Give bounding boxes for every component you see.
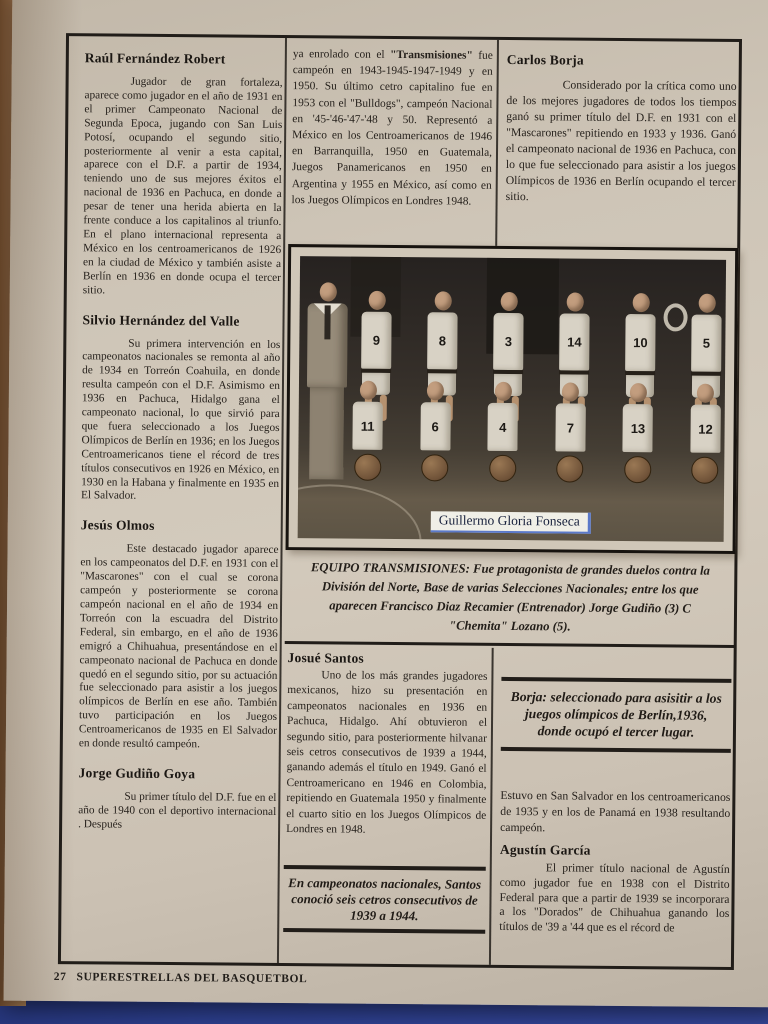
basketball-icon xyxy=(354,454,381,481)
right-column-borja-section xyxy=(505,52,736,221)
section-heading: Agustín García xyxy=(499,841,591,858)
basketball-icon xyxy=(421,454,448,481)
section-heading: Josué Santos xyxy=(287,650,364,666)
publication-title: SUPERESTRELLAS DEL BASQUETBOL xyxy=(76,971,308,986)
jersey-number: 8 xyxy=(438,333,447,349)
player-head xyxy=(630,383,647,402)
borja-continuation: Estuvo en San Salvador en los centroamericanos de 1935 y en los de Panamá en 1938 resultando campeón. xyxy=(500,788,731,835)
coach-head xyxy=(319,282,336,301)
player-jersey xyxy=(690,405,720,453)
player-jersey xyxy=(623,404,653,452)
jersey-number: 10 xyxy=(633,335,648,351)
section-heading: Carlos Borja xyxy=(506,51,584,68)
section-body: Su primer título del D.F. fue en el año de 1940 con el deportivo internacional . Después xyxy=(78,790,277,831)
photo-name-label: Guillermo Gloria Fonseca xyxy=(431,511,591,533)
borja-pull-quote: Borja: seleccionado para asisitir a los juegos olímpicos de Berlín,1936, donde ocupó el tercer lugar. xyxy=(501,677,732,753)
basketball-icon xyxy=(624,456,651,483)
player-head xyxy=(562,382,579,401)
player-head xyxy=(632,293,649,312)
section-heading: Raúl Fernández Robert xyxy=(84,50,226,67)
continuation-text: fue campeón en 1943-1945-1947-1949 y en 1950. Su último cetro capitalino fue en 1953 con el "Bulldogs", campeón Nacional en '45-'46-'47-'48 y 50. Representó a México en los Centroamericanos de 1946 en Barranquilla, 1950 en Guatemala, Juegos Panamericanos en 1950 en Argentina y 1955 en México, así como en los Juegos Olímpicos en Londres 1948. xyxy=(291,49,493,208)
jersey-number: 9 xyxy=(372,332,381,348)
coach-figure xyxy=(306,282,348,479)
page-border-frame xyxy=(58,33,742,970)
player-figure xyxy=(623,383,654,483)
player-jersey xyxy=(420,402,450,450)
agustin-garcia-section xyxy=(499,842,730,937)
player-jersey xyxy=(555,403,585,451)
column-divider xyxy=(495,40,498,248)
front-row-players xyxy=(352,381,721,484)
column-divider xyxy=(489,648,493,965)
player-jersey xyxy=(427,312,457,369)
jersey-number: 12 xyxy=(698,421,713,437)
player-jersey xyxy=(352,402,382,450)
player-jersey xyxy=(559,313,589,370)
player-head xyxy=(368,291,385,310)
santos-pull-quote: En campeonatos nacionales, Santos conoció seis cetros consecutivos de 1939 a 1944. xyxy=(283,865,486,934)
section-body: Este destacado jugador aparece en los campeonatos del D.F. en 1931 con el "Mascarones" con el cual se corona campeón y posteriormente se corona campeón nacional en el año de 1934 en Torreón con la escuadra del Distrito Federal, sin embargo, en el año de 1936 emigró a Chihuahua, presentándose en el campeonato nacional de Pachuca en donde quedó en el segundo sitio, por su actuación fue seleccionado para asistir a los juegos olímpicos de Berlín en ese año. También tuvo participación en los Juegos Centroamericanos de 1935 en El Salvador en donde resultó campeón. xyxy=(78,543,279,751)
section-heading: Silvio Hernández del Valle xyxy=(82,311,240,329)
player-figure xyxy=(352,381,383,481)
player-figure xyxy=(420,381,451,481)
player-jersey xyxy=(493,313,523,370)
jersey-number: 4 xyxy=(499,419,507,435)
section-body: Jugador de gran fortaleza, aparece como jugador en el año de 1931 en el primer Campeonato Nacional de Segunda Epoca, jugando con San Luis Potosí, ocupando el segundo sitio, posteriormente al venir a esta capital, aparece con el D.F. a partir de 1934, teniendo uno de sus mejores éxitos el nacional de 1936 en Pachuca, en donde a pesar de tener una herida abierta en la frente conduce a los capitalinos al triunfo. En el plano internacional representa a México en los centroamericanos de 1926 en la ciudad de México y también asiste a Berlín en 1936 en donde ocupa el tercer sitio. xyxy=(82,75,283,297)
court-line xyxy=(298,484,422,542)
player-figure xyxy=(487,382,518,482)
team-photo xyxy=(298,256,726,542)
team-name-bold: "Transmisiones" xyxy=(390,48,473,62)
player-head xyxy=(566,292,583,311)
section-body: Su primera intervención en los campeonatos nacionales se remonta al año de 1934 en Torreón Coahuila, en donde resulta campeón con el D.F. Asimismo en 1936 en Pachuca, Hidalgo gana el campeonato nacional, lo que sirvió para que fuera seleccionado a los Juegos Olímpicos de Berlín en 1936; en los Juegos Centroamericanos tiene el récord de tres títulos consecutivos en 1926 en México, en 1930 en la Habana y finalmente en 1935 en El Salvador. xyxy=(80,337,281,503)
player-head xyxy=(495,382,512,401)
josue-santos-section xyxy=(286,650,488,839)
page-number: 27 xyxy=(53,971,67,984)
section-heading: Jesús Olmos xyxy=(80,517,155,534)
basketball-icon xyxy=(556,455,583,482)
necktie xyxy=(324,305,330,339)
team-photo-box xyxy=(286,244,739,554)
magazine-page xyxy=(4,0,768,1007)
player-jersey xyxy=(361,312,391,369)
jersey-number: 11 xyxy=(360,418,375,434)
caption-divider xyxy=(285,641,735,647)
page-footer xyxy=(54,971,308,985)
player-head xyxy=(697,384,714,403)
jersey-number: 6 xyxy=(431,418,439,434)
left-column xyxy=(78,50,283,847)
player-figure xyxy=(555,382,586,482)
player-head xyxy=(359,381,376,400)
player-figure xyxy=(690,384,721,484)
section-body: Considerado por la crítica como uno de los mejores jugadores de todos los tiempos ganó su primer título del D.F. en 1931 con el "Mascarones" repitiendo en 1933 y 1936. Ganó el campeonato nacional de 1936 en Pachuca, con lo que fue seleccionado para asistir a los juegos Olímpicos de 1936 en Berlín ocupando el tercer sitio. xyxy=(505,78,737,204)
jersey-number: 13 xyxy=(630,420,646,436)
player-head xyxy=(427,381,444,400)
coach-suit xyxy=(307,303,348,387)
jersey-number: 3 xyxy=(504,333,513,350)
player-head xyxy=(500,292,517,311)
section-body: El primer título nacional de Agustín como jugador fue en 1938 con el Distrito Federal para que a partir de 1939 se incorporara a los "Dorados" de Chihuahua ganando los títulos de '39 a '44 que es el récord de xyxy=(499,861,730,935)
player-jersey xyxy=(691,315,721,372)
coach-trousers xyxy=(309,387,344,479)
photo-caption: EQUIPO TRANSMISIONES: Fue protagonista de grandes duelos contra la División del Norte, Base de varias Selecciones Nacionales; entre los que aparecen Francisco Diaz Recamier (Entrenador) Jorge Gudiño (3) C "Chemita" Lozano (5). xyxy=(310,560,710,634)
basketball-icon xyxy=(692,457,719,484)
continuation-text: ya enrolado con el xyxy=(292,48,391,61)
jersey-number: 7 xyxy=(566,419,575,436)
player-jersey xyxy=(488,403,518,451)
jersey-number: 5 xyxy=(702,335,711,351)
player-head xyxy=(434,291,451,310)
section-heading: Jorge Gudiño Goya xyxy=(78,765,196,782)
section-body: Uno de los más grandes jugadores mexicanos, hizo su presentación en campeonatos nacionales en 1936 en Pachuca, Hidalgo. Ahí obtuvieron el segundo sitio, para posteriormente hilvanar seis cetros consecutivos de 1939 a 1944, ganando además el título en 1949. Ganó el Centroamericano en 1946 en Colombia, repitiendo en Guatemala 1950 y finalmente el cuarto sitio en los Juegos Olímpicos de Londres en 1948. xyxy=(286,669,488,836)
jersey-number: 14 xyxy=(567,334,582,350)
player-jersey xyxy=(625,314,655,371)
middle-column-continuation xyxy=(292,46,493,210)
player-head xyxy=(698,294,715,313)
basketball-icon xyxy=(489,455,516,482)
